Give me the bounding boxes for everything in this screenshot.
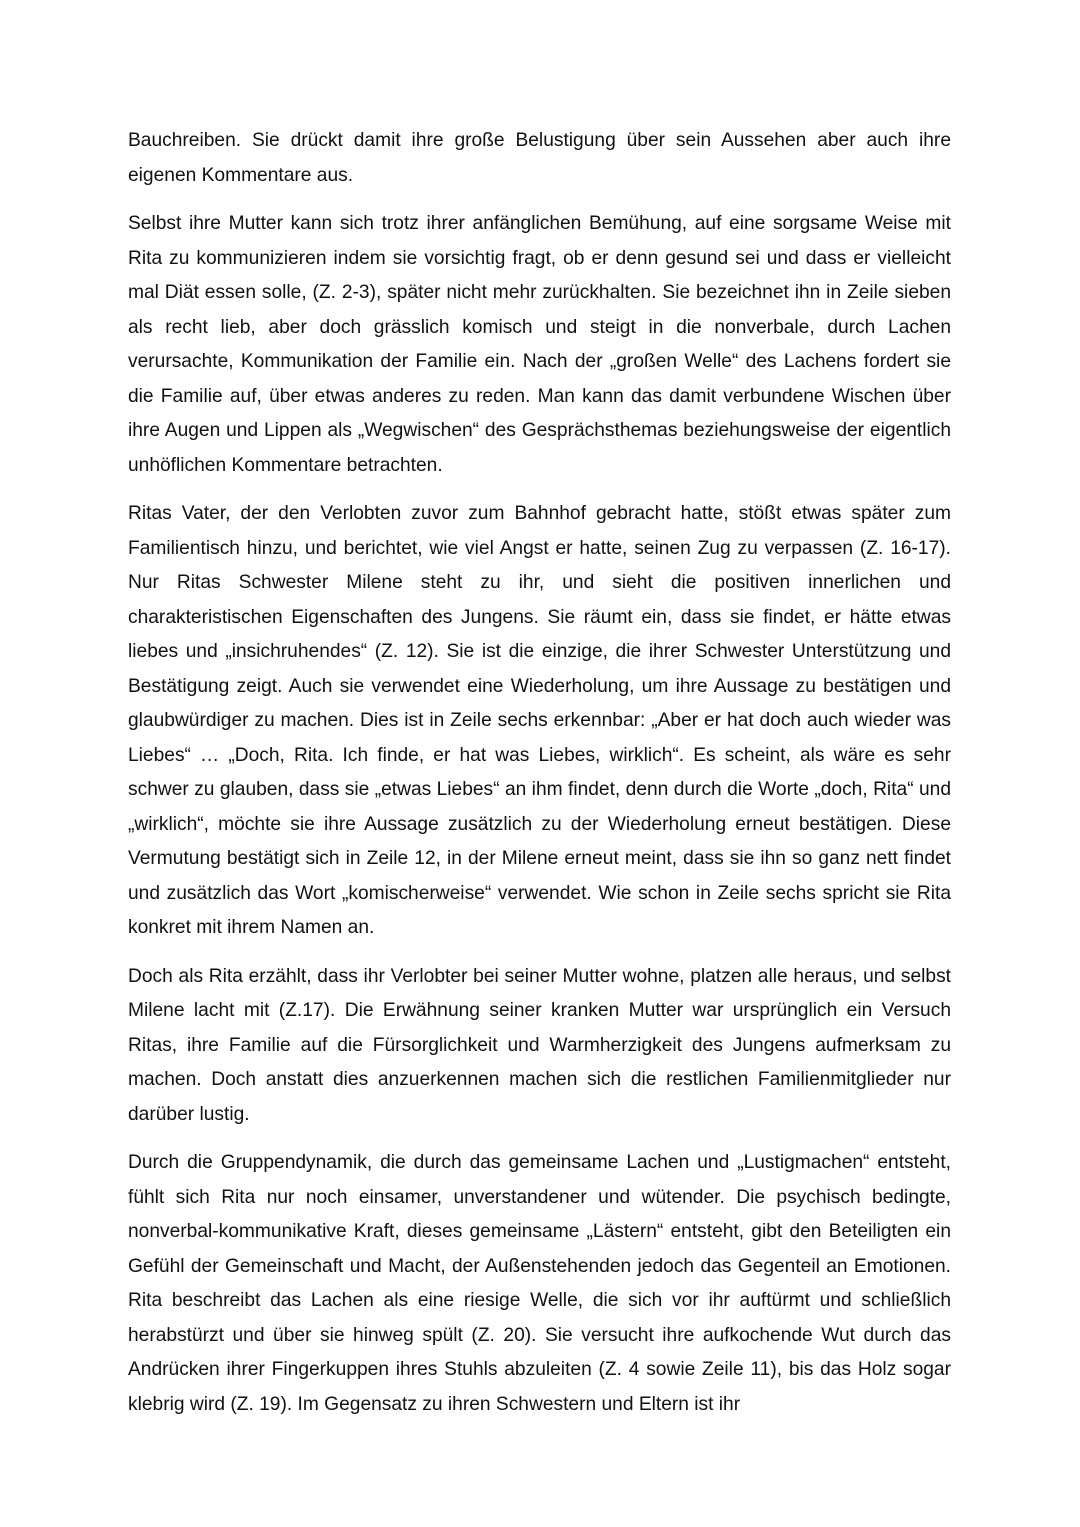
document-body: [128, 124, 951, 1436]
paragraph-5: Durch die Gruppendynamik, die durch das gemeinsame Lachen und „Lustigmachen“ entsteht, fühlt sich Rita nur noch einsamer, unverstandener und wütender. Die psychisch bedingte, nonverbal-kommunikative Kraft, dieses gemeinsame „Lästern“ entsteht, gibt den Beteiligten ein Gefühl der Gemeinschaft und Macht, der Außenstehenden jedoch das Gegenteil an Emotionen. Rita beschreibt das Lachen als eine riesige Welle, die sich vor ihr auftürmt und schließlich herabstürzt und über sie hinweg spült (Z. 20). Sie versucht ihre aufkochende Wut durch das Andrücken ihrer Fingerkuppen ihres Stuhls abzuleiten (Z. 4 sowie Zeile 11), bis das Holz sogar klebrig wird (Z. 19). Im Gegensatz zu ihren Schwestern und Eltern ist ihr: [128, 1152, 951, 1415]
paragraph-1: Bauchreiben. Sie drückt damit ihre große Belustigung über sein Aussehen aber auch ihre eigenen Kommentare aus.: [128, 130, 951, 186]
paragraph-2: Selbst ihre Mutter kann sich trotz ihrer anfänglichen Bemühung, auf eine sorgsame Weise mit Rita zu kommunizieren indem sie vorsichtig fragt, ob er denn gesund sei und dass er vielleicht mal Diät essen solle, (Z. 2-3), später nicht mehr zurückhalten. Sie bezeichnet ihn in Zeile sieben als recht lieb, aber doch grässlich komisch und steigt in die nonverbale, durch Lachen verursachte, Kommunikation der Familie ein. Nach der „großen Welle“ des Lachens fordert sie die Familie auf, über etwas anderes zu reden. Man kann das damit verbundene Wischen über ihre Augen und Lippen als „Wegwischen“ des Gesprächsthemas beziehungsweise der eigentlich unhöflichen Kommentare betrachten.: [128, 213, 951, 476]
paragraph-4: Doch als Rita erzählt, dass ihr Verlobter bei seiner Mutter wohne, platzen alle heraus, und selbst Milene lacht mit (Z.17). Die Erwähnung seiner kranken Mutter war ursprünglich ein Versuch Ritas, ihre Familie auf die Fürsorglichkeit und Warmherzigkeit des Jungens aufmerksam zu machen. Doch anstatt dies anzuerkennen machen sich die restlichen Familienmitglieder nur darüber lustig.: [128, 965, 951, 1125]
paragraph-3: Ritas Vater, der den Verlobten zuvor zum Bahnhof gebracht hatte, stößt etwas später zum Familientisch hinzu, und berichtet, wie viel Angst er hatte, seinen Zug zu verpassen (Z. 16-17). Nur Ritas Schwester Milene steht zu ihr, und sieht die positiven innerlichen und charakteristischen Eigenschaften des Jungens. Sie räumt ein, dass sie findet, er hätte etwas liebes und „insichruhendes“ (Z. 12). Sie ist die einzige, die ihrer Schwester Unterstützung und Bestätigung zeigt. Auch sie verwendet eine Wiederholung, um ihre Aussage zu bestätigen und glaubwürdiger zu machen. Dies ist in Zeile sechs erkennbar: „Aber er hat doch auch wieder was Liebes“ … „Doch, Rita. Ich finde, er hat was Liebes, wirklich“. Es scheint, als wäre es sehr schwer zu glauben, dass sie „etwas Liebes“ an ihm findet, denn durch die Worte „doch, Rita“ und „wirklich“, möchte sie ihre Aussage zusätzlich zu der Wiederholung erneut bestätigen. Diese Vermutung bestätigt sich in Zeile 12, in der Milene erneut meint, dass sie ihn so ganz nett findet und zusätzlich das Wort „komischerweise“ verwendet. Wie schon in Zeile sechs spricht sie Rita konkret mit ihrem Namen an.: [128, 503, 951, 938]
